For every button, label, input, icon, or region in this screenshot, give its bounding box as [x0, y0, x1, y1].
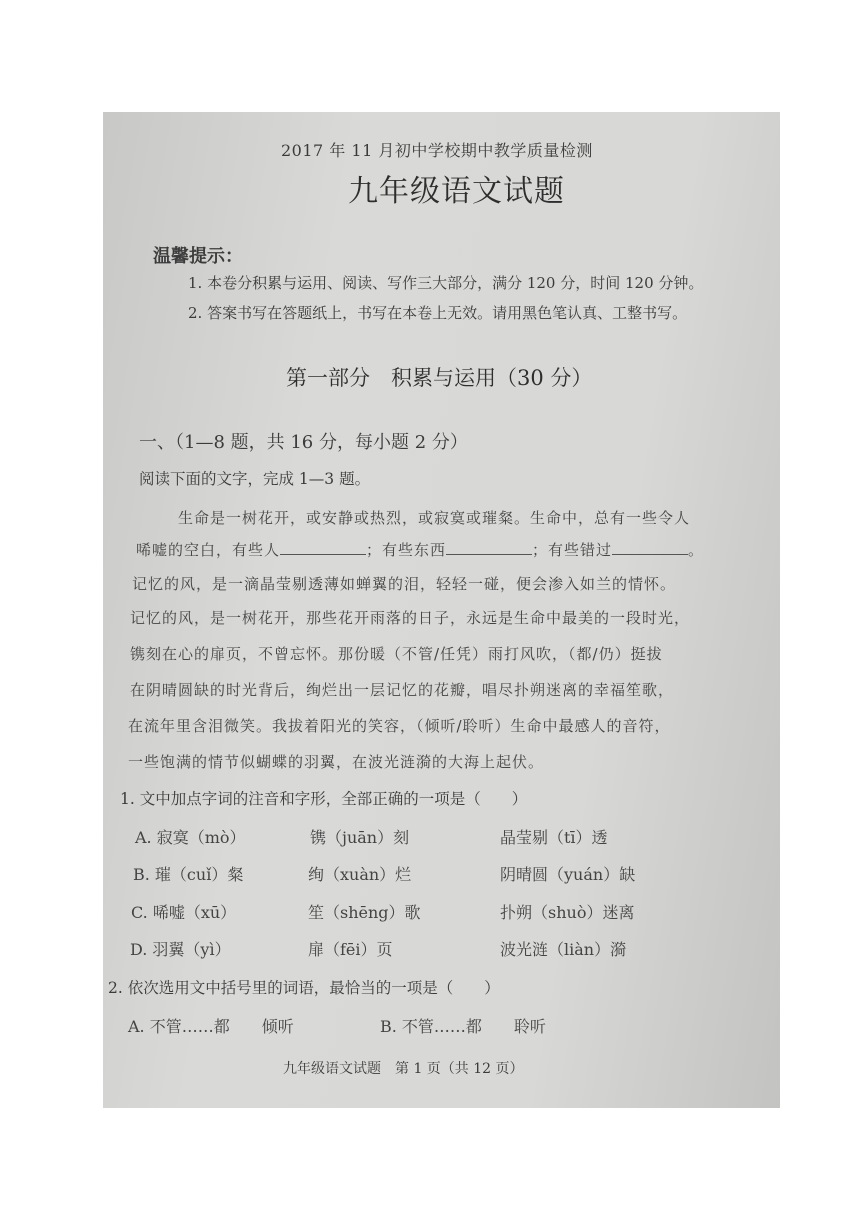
q1-option-b-item-1: B. 璀（cuǐ）粲: [133, 865, 244, 884]
reading-instruction: 阅读下面的文字，完成 1—3 题。: [139, 470, 371, 488]
passage-line: 生命是一树花开，或安静或热烈，或寂寞或璀粲。生命中，总有一些令人: [178, 509, 691, 527]
q1-option-b-item-3: 阴晴圆（yuán）缺: [500, 865, 636, 884]
passage-line: 一些饱满的情节似蝴蝶的羽翼，在波光涟漪的大海上起伏。: [128, 753, 545, 771]
part-one-heading: 第一部分 积累与运用（30 分）: [286, 366, 593, 390]
passage-segment: 唏嘘的空白，有些人: [136, 541, 281, 559]
q1-option-a-item-2: 镌（juān）刻: [310, 828, 410, 847]
question-1-stem: 1. 文中加点字词的注音和字形，全部正确的一项是（ ）: [120, 790, 528, 808]
tip-item-2: 2. 答案书写在答题纸上，书写在本卷上无效。请用黑色笔认真、工整书写。: [188, 304, 688, 322]
q1-option-d-item-1: D. 羽翼（yì）: [130, 940, 231, 959]
exam-title: 九年级语文试题: [348, 174, 565, 209]
tips-heading: 温馨提示：: [153, 246, 243, 267]
fill-blank-1[interactable]: [280, 542, 366, 555]
fill-blank-2[interactable]: [446, 542, 532, 555]
q1-option-c-item-1: C. 唏嘘（xū）: [131, 903, 237, 922]
q1-option-d-item-3: 波光涟（liàn）漪: [500, 940, 627, 959]
tip-item-1: 1. 本卷分积累与运用、阅读、写作三大部分，满分 120 分，时间 120 分钟。: [188, 274, 704, 292]
passage-segment: ；有些东西: [366, 541, 447, 559]
q1-option-d-item-2: 扉（fēi）页: [308, 940, 393, 959]
q1-option-a-item-3: 晶莹剔（tī）透: [500, 828, 608, 847]
passage-segment: 。: [688, 541, 705, 559]
fill-blank-3[interactable]: [612, 542, 688, 555]
q2-option-b: B. 不管……都 聆听: [380, 1017, 546, 1036]
passage-line: 镌刻在心的扉页，不曾忘怀。那份暖（不管/任凭）雨打风吹，（都/仍）挺拔: [130, 645, 663, 663]
passage-segment: ；有些错过: [532, 541, 613, 559]
passage-line: 在阴晴圆缺的时光背后，绚烂出一层记忆的花瓣，唱尽扑朔迷离的幸福笙歌，: [130, 681, 675, 699]
page-footer: 九年级语文试题 第 1 页（共 12 页）: [283, 1061, 524, 1077]
exam-subtitle: 2017 年 11 月初中学校期中教学质量检测: [281, 141, 593, 160]
q1-option-c-item-3: 扑朔（shuò）迷离: [500, 903, 635, 922]
q1-option-a-item-1: A. 寂寞（mò）: [135, 828, 246, 847]
question-2-stem: 2. 依次选用文中括号里的词语，最恰当的一项是（ ）: [108, 979, 500, 997]
q1-option-b-item-2: 绚（xuàn）烂: [308, 865, 412, 884]
passage-line: 记忆的风，是一树花开，那些花开雨落的日子，永远是生命中最美的一段时光，: [130, 609, 691, 627]
exam-paper-photo: [103, 112, 780, 1108]
q1-option-c-item-2: 笙（shēng）歌: [308, 903, 421, 922]
passage-line: 在流年里含泪微笑。我拔着阳光的笑容，（倾听/聆听）生命中最感人的音符，: [128, 717, 671, 735]
passage-line: 记忆的风，是一滴晶莹剔透薄如蝉翼的泪，轻轻一碰，便会渗入如兰的情怀。: [132, 575, 677, 593]
q2-option-a: A. 不管……都 倾听: [128, 1017, 294, 1036]
section-one-heading: 一、（1—8 题，共 16 分，每小题 2 分）: [139, 432, 468, 453]
passage-line-with-blanks: [136, 539, 704, 560]
